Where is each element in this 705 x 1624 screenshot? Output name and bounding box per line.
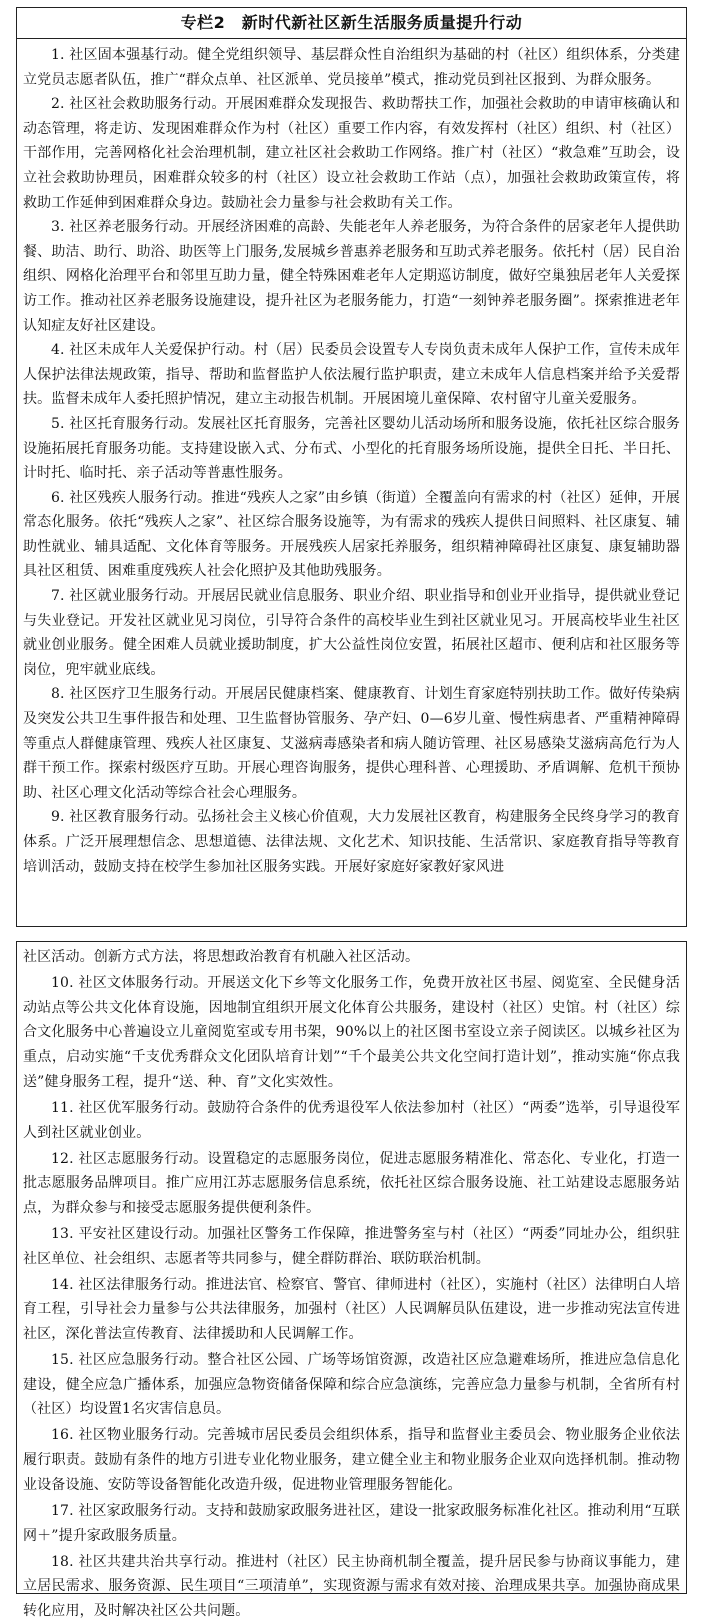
item-9-continuation: 社区活动。创新方式方法，将思想政治教育有机融入社区活动。 (23, 949, 420, 965)
column-title: 专栏2 新时代新社区新生活服务质量提升行动 (17, 8, 686, 39)
column-box-page2 (16, 941, 687, 1619)
item-7: 7. 社区就业服务行动。开展居民就业信息服务、职业介绍、职业指导和创业开业指导，提供就业登记与失业登记。开发社区就业见习岗位，引导符合条件的高校毕业生到社区就业见习。开展高校毕业生社区就业创业服务。健全困难人员就业援助制度，扩大公益性岗位安置，拓展社区超市、便利店和社区服务等岗位，兜牢就业底线。 (23, 588, 680, 678)
item-18: 18. 社区共建共治共享行动。推进村（社区）民主协商机制全覆盖，提升居民参与协商议事能力，建立居民需求、服务资源、民生项目“三项清单”，实现资源与需求有效对接、治理成果共享。加强协商成果转化应用，及时解决社区公共问题。 (23, 1553, 680, 1619)
item-14: 14. 社区法律服务行动。推进法官、检察官、警官、律师进村（社区），实施村（社区）法律明白人培育工程，引导社会力量参与公共法律服务，加强村（社区）人民调解员队伍建设，进一步推动宪法宣传进社区，深化普法宣传教育、法律援助和人民调解工作。 (23, 1276, 680, 1343)
item-12: 12. 社区志愿服务行动。设置稳定的志愿服务岗位，促进志愿服务精准化、常态化、专业化，打造一批志愿服务品牌项目。推广应用江苏志愿服务信息系统，依托社区综合服务设施、社工站建设志愿服务站点，为群众参与和接受志愿服务提供便利条件。 (23, 1150, 680, 1216)
item-16: 16. 社区物业服务行动。完善城市居民委员会组织体系，指导和监督业主委员会、物业服务企业依法履行职责。鼓励有条件的地方引进专业化物业服务，建立健全业主和物业服务企业双向选择机制。推动物业设备设施、安防等设备智能化改造升级，促进物业管理服务智能化。 (23, 1427, 680, 1493)
item-17: 17. 社区家政服务行动。支持和鼓励家政服务进社区，建设一批家政服务标准化社区。推动利用“互联网＋”提升家政服务质量。 (23, 1502, 680, 1544)
item-3: 3. 社区养老服务行动。开展经济困难的高龄、失能老年人养老服务，为符合条件的居家老年人提供助餐、助洁、助行、助浴、助医等上门服务,发展城乡普惠养老服务和互助式养老服务。依托村（居）民自治组织、网格化治理平台和邻里互助力量，健全特殊困难老年人定期巡访制度，做好空巢独居老年人关爱探访工作。推动社区养老服务设施建设，提升社区为老服务能力，打造“一刻钟养老服务圈”。探索推进老年认知症友好社区建设。 (23, 219, 680, 334)
item-1: 1. 社区固本强基行动。健全党组织领导、基层群众性自治组织为基础的村（社区）组织体系，分类建立党员志愿者队伍，推广“群众点单、社区派单、党员接单”模式，推动党员到社区报到、为群众服务。 (23, 47, 680, 88)
item-6: 6. 社区残疾人服务行动。推进“残疾人之家”由乡镇（街道）全覆盖向有需求的村（社区）延伸，开展常态化服务。依托“残疾人之家”、社区综合服务设施等，为有需求的残疾人提供日间照料、社区康复、辅助性就业、辅具适配、文化体育等服务。开展残疾人居家托养服务，组织精神障碍社区康复、康复辅助器具社区租赁、困难重度残疾人社会化照护及其他助残服务。 (23, 489, 680, 580)
item-10: 10. 社区文体服务行动。开展送文化下乡等文化服务工作，免费开放社区书屋、阅览室、全民健身活动站点等公共文化体育设施，因地制宜组织开展文化体育公共服务，建设村（社区）史馆。村（社区）综合文化服务中心普遍设立儿童阅览室或专用书架，90%以上的社区图书室设立亲子阅读区。以城乡社区为重点，启动实施“千支优秀群众文化团队培育计划”“千个最美公共文化空间打造计划”，推动实施“你点我送”健身服务工程，提升“送、种、育”文化实效性。 (23, 975, 680, 1090)
item-15: 15. 社区应急服务行动。整合社区公园、广场等场馆资源，改造社区应急避难场所，推进应急信息化建设，健全应急广播体系，加强应急物资储备保障和综合应急演练，完善应急力量参与机制，全省所有村（社区）均设置1名灾害信息员。 (23, 1352, 680, 1418)
item-11: 11. 社区优军服务行动。鼓励符合条件的优秀退役军人依法参加村（社区）“两委”选举，引导退役军人到社区就业创业。 (23, 1099, 680, 1141)
item-9: 9. 社区教育服务行动。弘扬社会主义核心价值观，大力发展社区教育，构建服务全民终身学习的教育体系。广泛开展理想信念、思想道德、法律法规、文化艺术、知识技能、生活常识、家庭教育指导等教育培训活动，鼓励支持在校学生参加社区服务实践。开展好家庭好家教好家风进 (23, 809, 680, 875)
item-5: 5. 社区托育服务行动。发展社区托育服务，完善社区婴幼儿活动场所和服务设施，依托社区综合服务设施拓展托育服务功能。支持建设嵌入式、分布式、小型化的托育服务场所设施，提供全日托、半日托、计时托、临时托、亲子活动等普惠性服务。 (23, 415, 680, 482)
item-4: 4. 社区未成年人关爱保护行动。村（居）民委员会设置专人专岗负责未成年人保护工作，宣传未成年人保护法律法规政策，指导、帮助和监督监护人依法履行监护职责，建立未成年人信息档案并给予关爱帮扶。监督未成年人委托照护情况，建立主动报告机制。开展困境儿童保障、农村留守儿童关爱服务。 (23, 342, 680, 408)
item-13: 13. 平安社区建设行动。加强社区警务工作保障，推进警务室与村（社区）“两委”同址办公，组织驻社区单位、社会组织、志愿者等共同参与，健全群防群治、联防联治机制。 (23, 1225, 680, 1267)
column-body-page1 (17, 39, 686, 879)
column-box-page1 (16, 7, 687, 927)
column-body-page2 (17, 942, 686, 1624)
item-8: 8. 社区医疗卫生服务行动。开展居民健康档案、健康教育、计划生育家庭特别扶助工作。做好传染病及突发公共卫生事件报告和处理、卫生监督协管服务、孕产妇、0—6岁儿童、慢性病患者、严重精神障碍等重点人群健康管理、残疾人社区康复、艾滋病毒感染者和病人随访管理、社区易感染艾滋病高危行为人群干预工作。探索村级医疗互助。开展心理咨询服务，提供心理科普、心理援助、矛盾调解、危机干预协助、社区心理文化活动等综合社会心理服务。 (23, 686, 680, 801)
item-2: 2. 社区社会救助服务行动。开展困难群众发现报告、救助帮扶工作，加强社会救助的申请审核确认和动态管理，将走访、发现困难群众作为村（社区）重要工作内容，有效发挥村（社区）组织、村（社区）干部作用，完善网格化社会治理机制，建立社区社会救助工作网络。推广村（社区）“救急难”互助会，设立社会救助协理员，困难群众较多的村（社区）设立社会救助工作站（点），加强社会救助政策宣传，将救助工作延伸到困难群众身边。鼓励社会力量参与社会救助有关工作。 (23, 96, 680, 211)
